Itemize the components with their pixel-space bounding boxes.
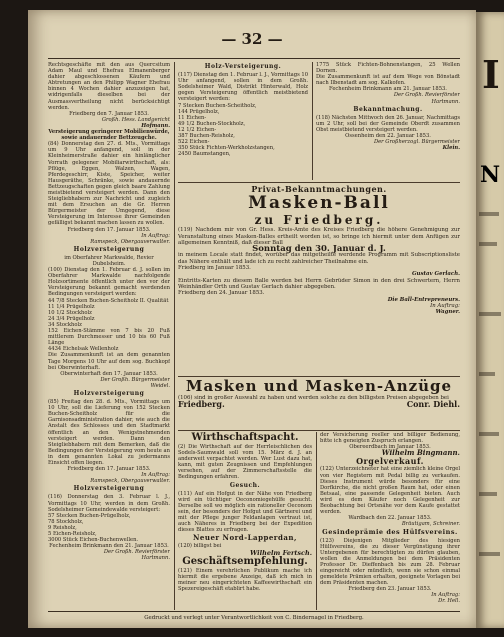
masquerade-ball-ad — [178, 184, 460, 374]
column-rule — [316, 432, 317, 610]
adjacent-text-line — [479, 312, 501, 316]
notice-date: Oberwinterhaft den 17. Januar 1853. — [60, 370, 158, 377]
notice-signature: In Auftrag: — [430, 302, 460, 309]
list-item: 34 Stockholz — [48, 321, 82, 328]
list-item: 49 1/2 Buchen-Stockholz, — [178, 120, 246, 127]
column-rule — [312, 62, 313, 180]
adjacent-text-line — [479, 242, 497, 246]
list-item: 3000 Stück Eichen-Buchenwellen. — [48, 537, 139, 544]
section-heading: Holzversteigerung — [73, 389, 145, 397]
adjacent-page-edge — [476, 12, 504, 628]
notice-text: (100) Dienstag den 1. Februar d. J. sollen im Oberfahrer Markwalde nachfolgende Holzsortimente öffentlich unter den vor der Versteigerung bekannt gemacht werdenden Bedingungen versteigert werden: — [48, 267, 170, 298]
notice-text: (106) sind in großer Auswahl zu haben und werden solche zu den billigsten Preisen abgegeben bei — [178, 395, 449, 401]
ad-title: Wirthschaftspacht. — [191, 432, 299, 443]
costumes-ad — [178, 378, 460, 428]
notice-text: (117) Dienstag den 1. Februar l. J., Vormittags 10 Uhr anfangend, sollen in dem Großh. Sodelsheimer Wald, Distrikt Hinterwald, Holz gegen Versteigerung öffentlich meistbietend versteigert werden: — [178, 72, 308, 103]
notice-text: Rechtsgeschäfte mit den aus Quercsitum Adam Maul und Ehefrau Elmanenberger dahier abgeschlossenen Käufern und Abtretungen an den Philipp Wagner Ehefrau binnen 4 Wochen dahier anzuzeigen hat, widrigenfalls dieselben bei der Ausmassvertheilung nicht berücksichtigt werden. — [48, 62, 170, 111]
list-item: 11 1/4 Prügelholz — [48, 303, 95, 310]
page-number: — 32 — — [221, 30, 283, 48]
private-heading: Privat-Bekanntmachungen. — [251, 184, 387, 194]
notice-date: Friedberg den 23. Januar 1853. — [348, 586, 432, 593]
notice-signature: Der Großh. Revierförster — [103, 549, 170, 556]
item-list — [48, 513, 170, 543]
ad-title: Geschäftsempfehlung. — [182, 555, 308, 567]
notice-signature: Der Großherzogl. Bürgermeister — [373, 139, 460, 146]
list-item: 4434 Eichelsak Wellenholz — [48, 346, 119, 353]
notice-date: Friedberg den 17. Januar 1853. — [67, 226, 151, 233]
list-item: 522 Eichen- — [178, 139, 210, 146]
notice-text: (123) Diejenigen Mitglieder des hiesigen Hülfsvereins, die zu dieser Vergünstigung ihrer Untergebenen für berechtigten zu dürfen glauben, wollen die Anmeldungen bei dem Präsidenten Professor Dr. Dieffenbach bis zum 28. Februar eingereicht oder mündlich, wenn sie schon einmal gemeldete Prämien erhalten, geeignete Vorlagen bei dem Präsidenten machen. — [320, 537, 460, 587]
adjacent-text-line — [479, 372, 495, 376]
adjacent-page-letter: N — [480, 162, 501, 188]
newspaper-page — [28, 10, 476, 628]
adjacent-text-line — [479, 212, 499, 216]
item-list — [178, 103, 308, 158]
notice-signature: Hartmann. — [141, 555, 170, 562]
notice-signature: In Auftrag: — [141, 472, 170, 479]
notice-date: Fechenheim Brinkmann den 21. Januar 1853. — [49, 543, 169, 550]
list-item: 144 Prügelholz, — [178, 108, 220, 115]
adjacent-text-line — [479, 492, 497, 496]
notice-date: Friedberg im Januar 1853. — [178, 265, 251, 272]
adjacent-text-line — [479, 432, 499, 436]
ad-title: Masken und Masken-Anzüge — [185, 378, 453, 395]
notice-signature: In Auftrag: — [141, 232, 170, 239]
section-heading: Holzversteigerung — [73, 485, 145, 493]
notice-text: Die Zusammenkunft ist auf dem Wege von Bönstadt nach Ilbenstadt am sog. Kalkofen. — [316, 74, 460, 87]
notice-signature: Der Großh. Revierförster — [393, 92, 460, 99]
notice-text: (116) Donnerstag den 3. Februar l. J., Vormittags 10 Uhr, werden in dem Großh. Sodelsheimer Gemeindewalde versteigert: — [48, 494, 170, 513]
notice-text: (111) Auf ein Hofgut in der Nähe von Friedberg wird ein tüchtiger Oeconomiegehülfe gesucht. Derselbe soll wo möglich ein rationeller Oeconom sein, der besonders der Hofgut und Gärtnerei und mit der Pflege junger Feldanlagen vertraut ist, auch Näheres in Friedberg bei der Expedition dieses Blattes zu erfragen. — [178, 490, 312, 534]
list-item: 7 Stecken Buchen-Scheitholz, — [178, 102, 257, 109]
section-heading: Holz-Versteigerung. — [204, 63, 282, 70]
notice-date: Fechenheim Brinkmann am 21. Januar 1853. — [329, 86, 447, 93]
header-rule — [48, 58, 460, 59]
notice-signature: Dr. Hell. — [438, 598, 460, 605]
event-date: Sonntag den 30. Januar d. J. — [252, 244, 386, 255]
notice-signature: Großh. Hess. Landgericht — [101, 116, 170, 123]
notice-text: (85) Freitag den 28. d. Mts., Vormittags um 10 Uhr, soll die Lieferung von 152 Stecken Buchen-Scheitholz für die Garnisonsadministration dahier, wie auch die Anstalt des Schlosses und den Stadtmarkt öffentlich an den Wenigstnehmenden versteigert werden. Dann den Steigliebhabern mit dem Bemerken, daß die Bedingungen der Versteigerung vom heute an in dem genannten Lokal zu jedermanns Einsicht offen liegen. — [48, 399, 170, 466]
notice-date: Friedberg den 24. Januar 1853. — [178, 290, 265, 297]
column-lower-left — [178, 432, 312, 610]
notice-text: (119) Nachdem mir von Gr. Hess. Kreis-Amte des Kreises Friedberg die höhere Genehmigung zur Veranstaltung eines Masken-Balles ertheilt worden ist, so bringe ich hiermit unter dem Anfügen zur allgemeinen Kenntniß, daß dieser Ball — [178, 227, 460, 246]
notice-text: Eintritts-Karten zu diesem Balle werden bei Herrn Gebrüder Simon in den drei Schwertern, Herrn Weinhändler Orth und Gustav Gerlach dahier abgegeben. — [178, 277, 460, 290]
printer-imprint: Gedruckt und verlegt unter Verantwortlichkeit von C. Bindernagel in Friedberg. — [48, 611, 460, 621]
item-list — [48, 298, 170, 353]
list-item: 78 Stockholz, — [48, 518, 84, 525]
notice-signature: Hartmann. — [431, 98, 460, 105]
section-rule — [178, 376, 460, 377]
notice-signature: Ramspeck, Obergauverwalter. — [90, 478, 170, 485]
notice-signature: Weidel. — [150, 382, 170, 389]
column-rule — [174, 62, 175, 610]
notice-text: (122) Unterzeichneter hat eine ziemlich kleine Orgel von vier Registern mit Pedal billig zu verkaufen. Dieses Instrument würde besonders für eine Dorfkirche, die nicht großen Raum hat, oder einen Betsaal, eine passende Gelegenheit bieten. Auch wird es dem Käufer noch Gelegenheit zur Beobachtung bei Ortsnähe vor dem Kaufe gestattet werden. — [320, 466, 460, 516]
column-right — [316, 62, 460, 180]
section-heading: Gesindeprämie des Hülfsvereins. — [322, 528, 458, 537]
list-item: 44 7/8 Stecken Buchen-Scheitholz II. Qualität — [48, 297, 169, 304]
notice-text: (2) Die Wirthschaft auf der Herrleischlichen des Sodels-Saumwald soll vom 15. März d. J. an anderweit verpachtet werden. Wer Lust dazu hat, kann, mit guten Zeugnissen und Empfehlungen versehen, auf der Zimmerschaftsstelle die Bedingungen erfahren. — [178, 444, 312, 481]
notice-date: Ossenheim den 22. Januar 1853. — [345, 133, 431, 140]
ad-signature: Conr. Diehl. — [406, 399, 460, 410]
notice-signature: Der Großh. Bürgermeister — [100, 376, 170, 383]
section-heading: Neuer Nord-Lapperdan, — [193, 533, 297, 543]
section-rule — [178, 430, 460, 431]
ad-title: Masken-Ball — [248, 193, 390, 214]
notice-signature: Klein. — [442, 145, 460, 152]
list-item: 152 Eichen-Stämme von 7 bis 20 Fuß mittlerem Durchmesser und 10 bis 60 Fuß Länge — [48, 328, 170, 347]
ad-signature-row — [178, 399, 460, 410]
section-heading: Orgelverkauf. — [356, 456, 424, 467]
notice-text: der Versicherung reeller und billiger Bedienung, bitte ich geneigten Zuspruch erlangen. — [320, 432, 460, 445]
list-item: 2450 Baumstangen, — [178, 151, 231, 158]
notice-signature: Gustav Gerlach. — [411, 271, 460, 278]
adjacent-page-letter: I — [482, 52, 500, 97]
section-heading: Holzversteigerung — [73, 245, 145, 253]
ad-place: Friedberg. — [178, 399, 225, 410]
list-item: 387 Buchen-Reisholz, — [178, 133, 235, 140]
list-item: 12 1/2 Eichen- — [178, 126, 217, 133]
adjacent-text-line — [479, 552, 500, 556]
notice-text: (121) Einem verehrlichen Publikum mache ich hiermit die ergebene Anzeige, daß ich mich in meiner neu eingerichteten Kaffeewirthschaft ein Spezereigeschäft etablirt habe. — [178, 567, 312, 592]
section-subheading: im Oberfahrer Markwalde, Revier Dubelsheim. — [64, 254, 154, 267]
column-lower-right — [320, 432, 460, 610]
section-heading: Gesuch. — [229, 481, 261, 489]
column-middle — [178, 62, 308, 180]
notice-text: 1775 Stück Fichten-Bohnenstangen, 25 Wellen Dornen. — [316, 62, 460, 75]
notice-signature: Ramspeck, Obergauverwalter. — [90, 238, 170, 245]
list-item: 11 Eichen- — [178, 114, 207, 121]
notice-date: Friedberg den 7. Januar 1853. — [69, 110, 149, 117]
list-item: 5 Eichen-Reisholz, — [48, 531, 97, 538]
notice-date: Friedberg den 17. Januar 1853. — [67, 466, 151, 473]
list-item: 10 1/2 Stockholz — [48, 309, 92, 316]
notice-text: (118) Nächsten Mittwoch den 26. Januar, Nachmittags um 2 Uhr, soll bei der Gemeinde Oberdt zusammen Obst meistbietend versteigert werden. — [316, 114, 460, 133]
list-item: 57 Stecken Buchen-Prügelholz, — [48, 512, 131, 519]
notice-signature: Wagner. — [435, 309, 460, 316]
list-item: 24 3/4 Prügelholz — [48, 315, 95, 322]
notice-signature: Die Ball-Entrepreneurs. — [387, 296, 460, 303]
notice-signature: Hofmann. — [141, 122, 170, 129]
column-left — [48, 62, 170, 622]
notice-text: (84) Donnerstag den 27. d. Mts., Vormittags um 9 Uhr anfangend, soll in der Kleinheimerstraße dahier ein hinlänglicher Vorrath gelegener Mobiliarwirthschaft, als: Pflüge, Eggen, Walzen, Wagen, Pferdegeschirr, Kiste, Speicher, weiter Hausgeräthe, Schränke, sowie andauernde Bettzeugschaften gegen gleich baare Zahlung meistbietend versteigert werden. Dann den Steigliebhabern zur Nachricht und zugleich mit dem Ersuchen an die Gr. Herren Bürgermeister der Umgegend, diese Versteigerung im Interesse ihrer Gemeinden gefälligst bekannt machen lassen zu wollen. — [48, 141, 170, 227]
notice-date: Obereerdbach im Januar 1853. — [349, 444, 431, 451]
ad-place: zu Friedberg. — [254, 213, 384, 228]
notice-signature: Wilhelm Bingmann. — [381, 448, 460, 458]
section-heading: Bekanntmachung. — [353, 105, 423, 113]
notice-date: Wardbach den 22. Januar 1853. — [348, 515, 432, 522]
notice-text: in meinem Locale statt findet, worüber das mitgetheilte werdende Programm mit Subscriptionsliste das Nähere enthält und lade ich zu recht zahlreicher Theilnahme ein. — [178, 252, 460, 265]
notice-heading: Versteigerung geringerer Mobilienwürde, sowie andauernder Bettzeugche. — [48, 129, 170, 142]
section-rule — [178, 182, 460, 183]
notice-text: Die Zusammenkunft ist an dem genannten Tage Morgens 10 Uhr auf dem sog. Buchkopf bei Oberwinterhaft. — [48, 352, 170, 371]
list-item: 9 Reisholz, — [48, 524, 77, 531]
notice-signature: Wilhelm Fertsch. — [249, 548, 312, 557]
notice-text: (120) billigst bei — [178, 543, 222, 550]
notice-signature: In Auftrag: — [431, 592, 460, 599]
notice-signature: Bräutigam, Schreiner. — [401, 521, 460, 528]
list-item: 350 Stück Fichten-Werkholzstangen, — [178, 145, 275, 152]
